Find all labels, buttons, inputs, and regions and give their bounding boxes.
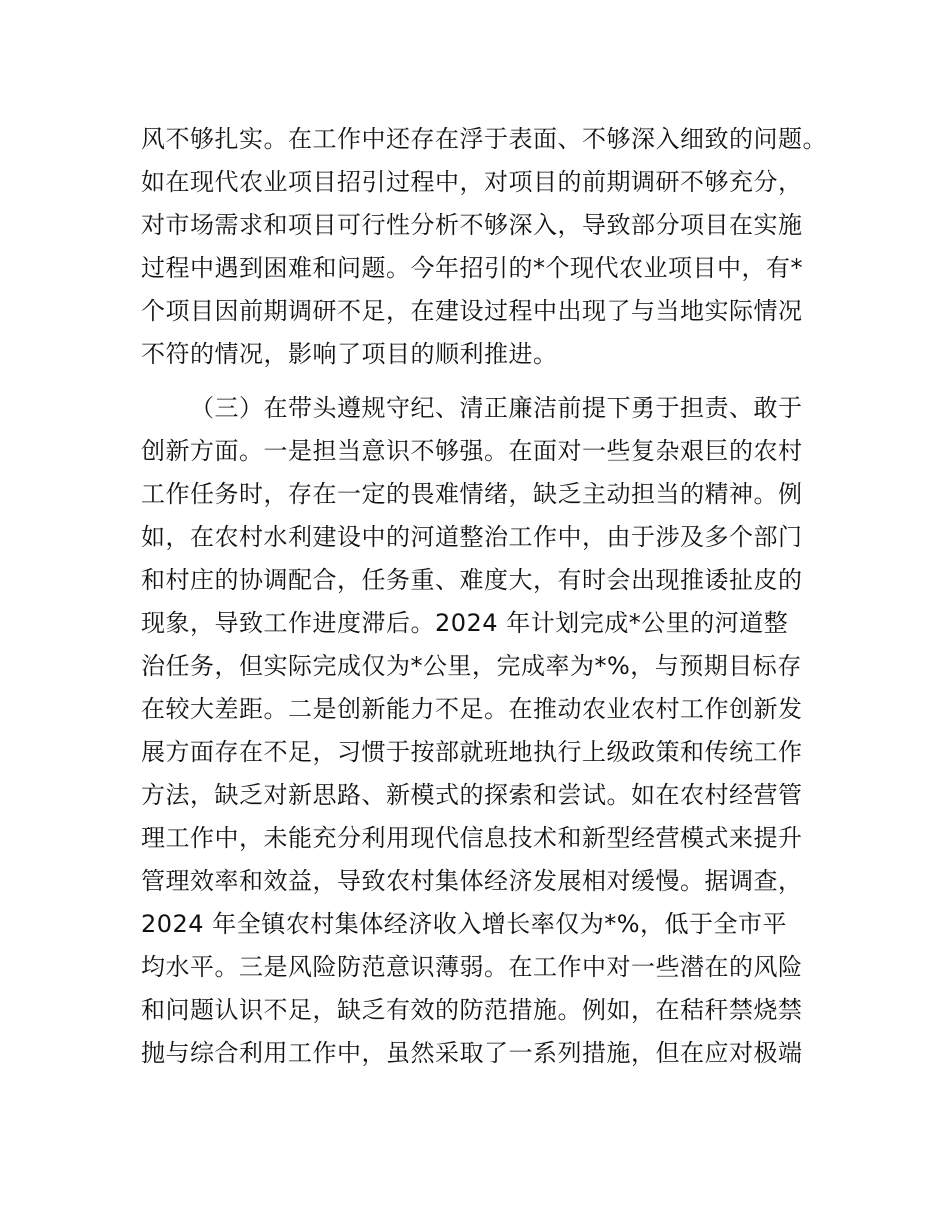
text-line-13: 治任务，但实际完成仅为*公里，完成率为*%，与预期目标存	[141, 652, 802, 680]
text-line-11: 和村庄的协调配合，任务重、难度大，有时会出现推诿扯皮的	[141, 566, 803, 594]
text-line-20: 均水平。三是风险防范意识薄弱。在工作中对一些潜在的风险	[141, 953, 803, 981]
text-line-2: 如在现代农业项目招引过程中，对项目的前期调研不够充分，	[141, 168, 803, 196]
text-line-9: 工作任务时，存在一定的畏难情绪，缺乏主动担当的精神。例	[141, 480, 803, 508]
section-heading-line: （三）在带头遵规守纪、清正廉洁前提下勇于担责、敢于	[190, 394, 803, 422]
text-line-3: 对市场需求和项目可行性分析不够深入，导致部分项目在实施	[141, 211, 803, 239]
text-line-22: 抛与综合利用工作中，虽然采取了一系列措施，但在应对极端	[141, 1039, 803, 1067]
text-line-21: 和问题认识不足，缺乏有效的防范措施。例如，在秸秆禁烧禁	[141, 996, 803, 1024]
text-line-12: 现象，导致工作进度滞后。2024 年计划完成*公里的河道整	[141, 609, 789, 637]
text-line-18: 管理效率和效益，导致农村集体经济发展相对缓慢。据调查，	[141, 867, 803, 895]
text-line-17: 理工作中，未能充分利用现代信息技术和新型经营模式来提升	[141, 824, 803, 852]
text-line-5: 个项目因前期调研不足，在建设过程中出现了与当地实际情况	[141, 297, 803, 325]
text-line-15: 展方面存在不足，习惯于按部就班地执行上级政策和传统工作	[141, 738, 803, 766]
text-line-16: 方法，缺乏对新思路、新模式的探索和尝试。如在农村经营管	[141, 781, 803, 809]
text-line-19: 2024 年全镇农村集体经济收入增长率仅为*%，低于全市平	[141, 910, 788, 938]
text-line-6: 不符的情况，影响了项目的顺利推进。	[141, 340, 558, 368]
text-line-14: 在较大差距。二是创新能力不足。在推动农业农村工作创新发	[141, 695, 803, 723]
text-line-8: 创新方面。一是担当意识不够强。在面对一些复杂艰巨的农村	[141, 437, 803, 465]
text-line-10: 如，在农村水利建设中的河道整治工作中，由于涉及多个部门	[141, 523, 803, 551]
text-line-1: 风不够扎实。在工作中还存在浮于表面、不够深入细致的问题。	[141, 125, 827, 153]
text-line-4: 过程中遇到困难和问题。今年招引的*个现代农业项目中，有*	[141, 254, 803, 282]
